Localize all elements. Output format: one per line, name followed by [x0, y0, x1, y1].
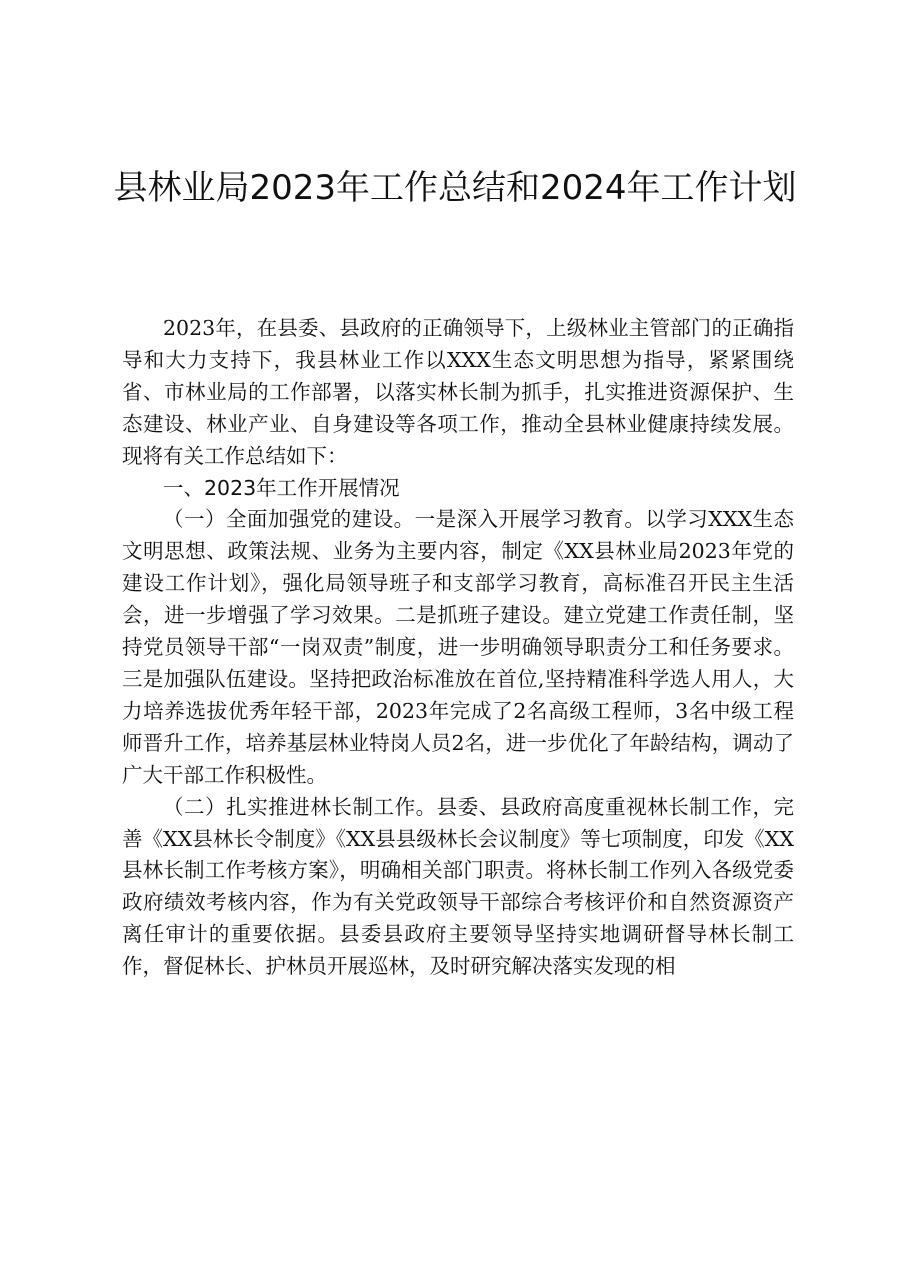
item-2-text: 县委、县政府高度重视林长制工作，完善《XX县林长令制度》《XX县县级林长会议制度》等七项制度，印发《XX县林长制工作考核方案》，明确相关部门职责。将林长制工作列入各级党委政府绩效考核内容，作为有关党政领导干部综合考核评价和自然资源资产离任审计的重要依据。县委县政府主要领导坚持实地调研督导林长制工作，督促林长、护林员开展巡林，及时研究解决落实发现的相: [122, 794, 794, 979]
item-1-paragraph: [122, 504, 794, 791]
item-2-lead: （二）扎实推进林长制工作。: [163, 794, 437, 819]
section-heading: 一、2023年工作开展情况: [163, 475, 400, 500]
item-1-text: 一是深入开展学习教育。以学习XXX生态文明思想、政策法规、业务为主要内容，制定《XX县林业局2023年党的建设工作计划》，强化局领导班子和支部学习教育，高标准召开民主生活会，进一步增强了学习效果。二是抓班子建设。建立党建工作责任制，坚持党员领导干部“一岗双责”制度，进一步明确领导职责分工和任务要求。三是加强队伍建设。坚持把政治标准放在首位,坚持精准科学选人用人，大力培养选拔优秀年轻干部，2023年完成了2名高级工程师，3名中级工程师晋升工作，培养基层林业特岗人员2名，进一步优化了年龄结构，调动了广大干部工作积极性。: [122, 507, 794, 787]
document-title: 县林业局2023年工作总结和2024年工作计划: [113, 168, 797, 208]
item-1-lead: （一）全面加强党的建设。: [163, 507, 415, 532]
item-2-paragraph: [122, 792, 794, 983]
intro-paragraph: 2023年，在县委、县政府的正确领导下，上级林业主管部门的正确指导和大力支持下，我县林业工作以XXX生态文明思想为指导，紧紧围绕省、市林业局的工作部署，以落实林长制为抓手，扎实推进资源保护、生态建设、林业产业、自身建设等各项工作，推动全县林业健康持续发展。现将有关工作总结如下：: [122, 316, 794, 468]
document-body: [122, 313, 794, 983]
